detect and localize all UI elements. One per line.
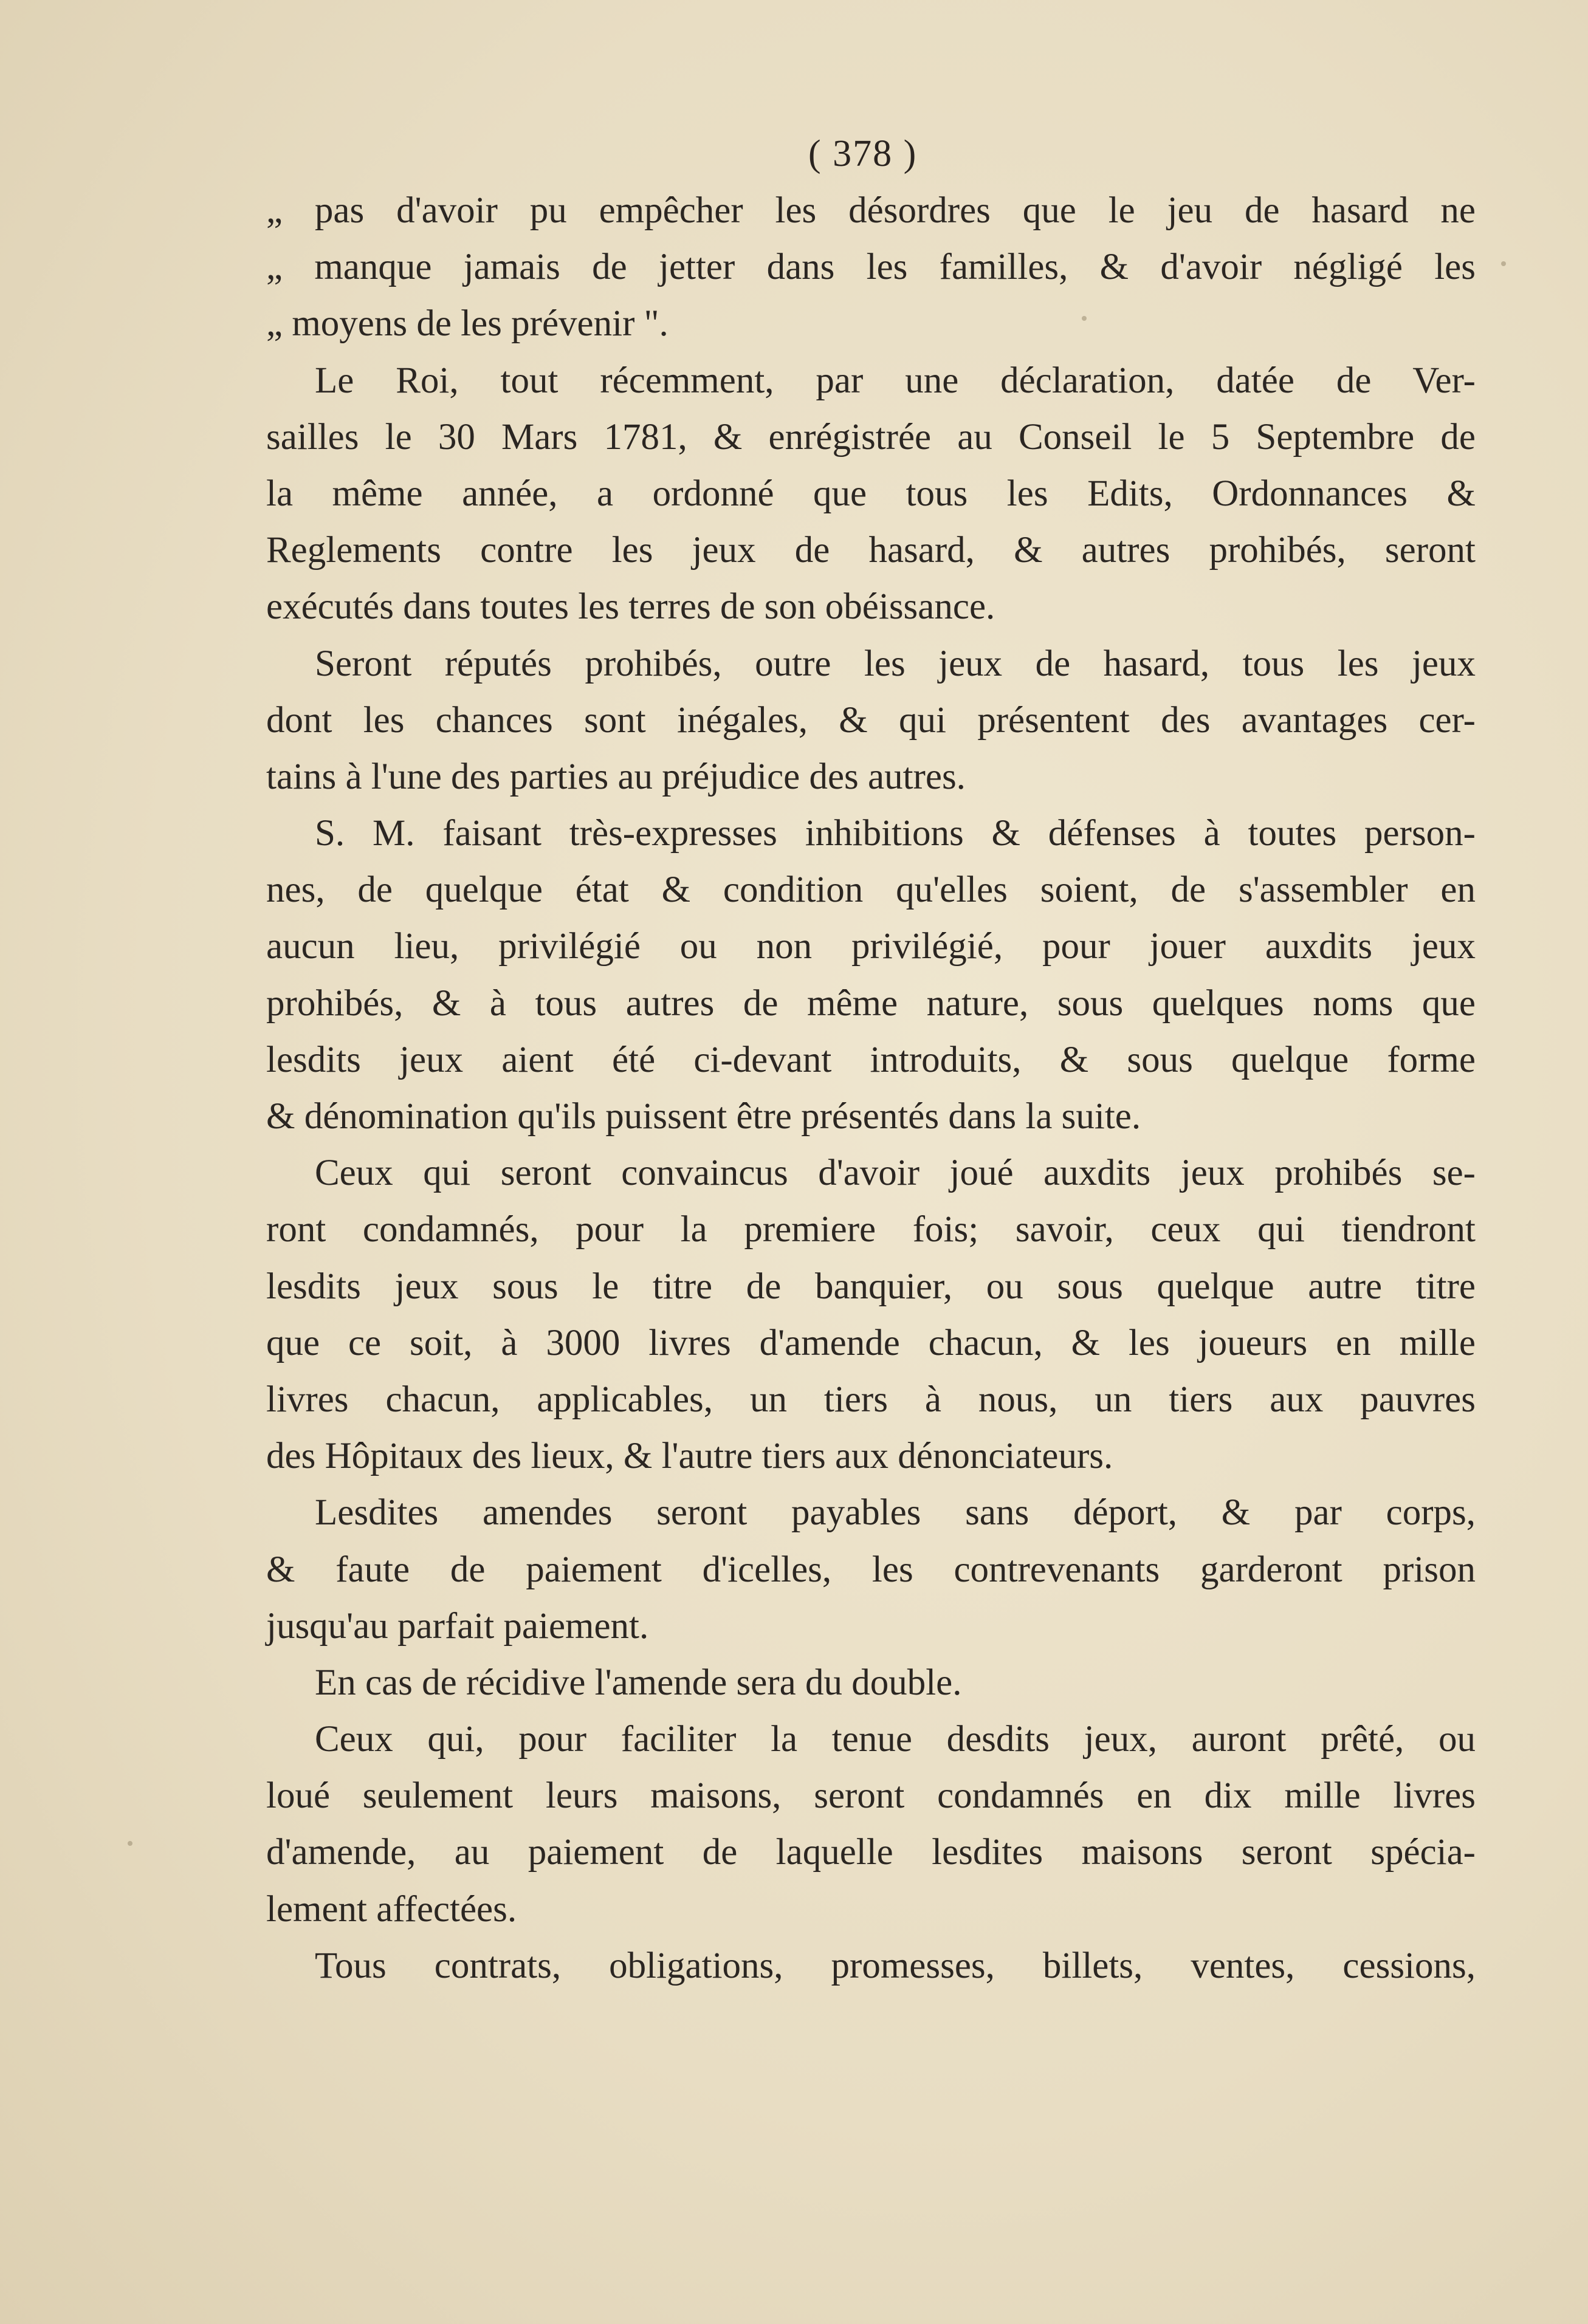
text-line: tains à l'une des parties au préjudice des autres. [266,756,966,797]
text-line: la même année, a ordonné que tous les Edits, Ordonnances & [266,473,1476,514]
text-line: Tous contrats, obligations, promesses, billets, ventes, cessions, [315,1945,1476,1986]
text-line: „ pas d'avoir pu empêcher les désordres que le jeu de hasard ne [266,190,1476,231]
text-line: que ce soit, à 3000 livres d'amende chacun, & les joueurs en mille [266,1322,1476,1363]
text-line: des Hôpitaux des lieux, & l'autre tiers aux dénonciateurs. [266,1436,1113,1477]
text-line: aucun lieu, privilégié ou non privilégié, pour jouer auxdits jeux [266,926,1476,967]
text-line: Ceux qui, pour faciliter la tenue desdits jeux, auront prêté, ou [315,1719,1476,1760]
text-line: livres chacun, applicables, un tiers à nous, un tiers aux pauvres [266,1379,1476,1420]
text-line: sailles le 30 Mars 1781, & enrégistrée au Conseil le 5 Septembre de [266,416,1476,458]
text-line: prohibés, & à tous autres de même nature, sous quelques noms que [266,982,1476,1024]
text-line: exécutés dans toutes les terres de son obéissance. [266,586,995,628]
text-line: loué seulement leurs maisons, seront condamnés en dix mille livres [266,1775,1476,1817]
text-line: En cas de récidive l'amende sera du double. [315,1662,962,1703]
text-line: dont les chances sont inégales, & qui présentent des avantages cer- [266,699,1476,741]
text-line: Le Roi, tout récemment, par une déclaration, datée de Ver- [315,360,1476,401]
text-line: Seront réputés prohibés, outre les jeux de hasard, tous les jeux [315,643,1476,684]
text-line: Reglements contre les jeux de hasard, & autres prohibés, seront [266,530,1476,571]
text-line: „ manque jamais de jetter dans les familles, & d'avoir négligé les [266,247,1476,288]
text-line: & dénomination qu'ils puissent être présentés dans la suite. [266,1096,1141,1137]
text-line: „ moyens de les prévenir ". [266,303,669,344]
paper-speck [1501,261,1506,266]
text-line: lement affectées. [266,1888,517,1930]
paper-speck [128,1841,132,1846]
text-line: & faute de paiement d'icelles, les contrevenants garderont prison [266,1549,1476,1590]
text-line: lesdits jeux aient été ci-devant introduits, & sous quelque forme [266,1039,1476,1080]
text-line: nes, de quelque état & condition qu'elles soient, de s'assembler en [266,869,1476,911]
text-line: jusqu'au parfait paiement. [266,1605,649,1647]
page-number: ( 378 ) [808,133,918,174]
text-line: d'amende, au paiement de laquelle lesdites maisons seront spécia- [266,1832,1476,1873]
text-line: ront condamnés, pour la premiere fois; savoir, ceux qui tiendront [266,1209,1476,1250]
text-line: S. M. faisant très-expresses inhibitions & défenses à toutes person- [315,813,1476,854]
text-line: lesdits jeux sous le titre de banquier, ou sous quelque autre titre [266,1266,1476,1307]
text-line: Lesdites amendes seront payables sans déport, & par corps, [315,1492,1476,1534]
body-text [266,182,1476,1994]
text-line: Ceux qui seront convaincus d'avoir joué auxdits jeux prohibés se- [315,1153,1476,1194]
